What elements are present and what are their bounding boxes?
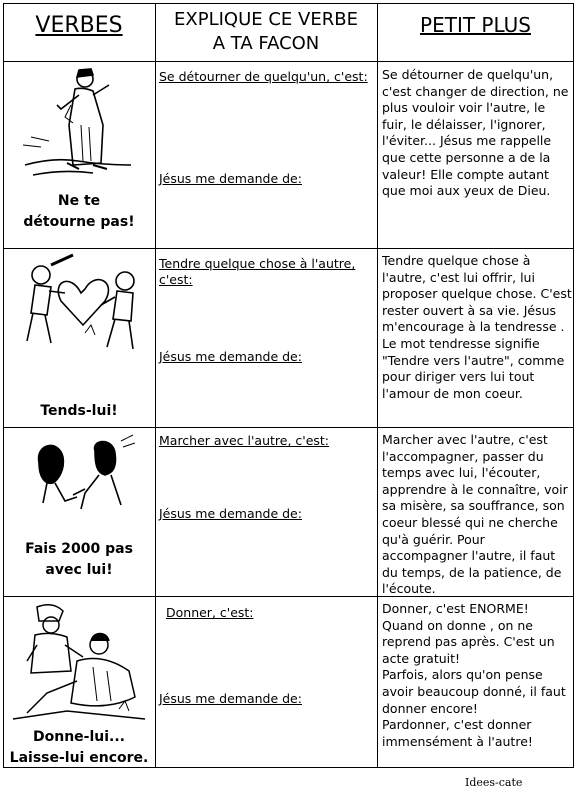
table-border-right	[573, 3, 574, 768]
plus-row1: Se détourner de quelqu'un, c'est changer de direction, ne plus vouloir voir l'autre, le fuir, le délaisser, l'ignorer, l'éviter... Jésus me rappelle que cette personne a de la valeur! Elle compte autant que moi aux yeux de Dieu.	[382, 67, 569, 199]
prompt-row2-definition: Tendre quelque chose à l'autre, c'est:	[159, 256, 356, 287]
header-explique-line2: A TA FACON	[212, 33, 320, 54]
footer-credit: Idees-cate	[465, 776, 523, 789]
column-divider	[377, 3, 378, 768]
row-divider	[3, 61, 574, 62]
prompt-row4	[166, 605, 382, 621]
header-explique	[155, 8, 377, 56]
prompt-row4-jesus: Jésus me demande de:	[159, 691, 302, 706]
plus-row4-paragraph: Donner, c'est ENORME! Quand on donne , on ne reprend pas après. C'est un acte gratuit!	[382, 601, 555, 666]
prompt-row3-definition: Marcher avec l'autre, c'est:	[159, 433, 330, 448]
prompt-row2	[159, 256, 375, 288]
illustration-offering-heart	[21, 253, 141, 353]
prompt-row3	[159, 433, 375, 449]
worksheet-table	[3, 3, 574, 768]
header-petit-plus: PETIT PLUS	[420, 13, 531, 37]
plus-row4	[382, 601, 572, 750]
verb-row2: Tends-lui!	[40, 403, 118, 419]
header-explique-line1: EXPLIQUE CE VERBE	[174, 9, 358, 30]
table-border-top	[3, 3, 574, 4]
prompt-row2-jesus: Jésus me demande de:	[159, 349, 302, 364]
prompt-row3-jesus: Jésus me demande de:	[159, 506, 302, 521]
prompt-row4-definition: Donner, c'est:	[166, 605, 254, 620]
plus-row4-paragraph: Pardonner, c'est donner immensément à l'autre!	[382, 717, 533, 749]
illustration-person-turning-away	[23, 65, 133, 185]
verb-row3: Fais 2000 pas avec lui!	[25, 541, 133, 578]
row-divider	[3, 427, 574, 428]
prompt-row1-definition: Se détourner de quelqu'un, c'est:	[159, 69, 368, 84]
plus-row4-paragraph: Parfois, alors qu'on pense avoir beaucoup donné, il faut donner encore!	[382, 667, 566, 716]
plus-row2: Tendre quelque chose à l'autre, c'est lui offrir, lui proposer quelque chose. C'est rester ouvert à sa vie. Jésus m'encourage à la tendresse . Le mot tendresse signifie "Tendre vers l'autre", comme pour diriger vers lui tout l'amour de mon coeur.	[382, 253, 572, 401]
row-divider	[3, 248, 574, 249]
verb-row1: Ne te détourne pas!	[23, 193, 135, 230]
verb-row4: Donne-lui... Laisse-lui encore.	[9, 729, 149, 766]
prompt-row1	[159, 69, 375, 85]
column-divider	[155, 3, 156, 768]
illustration-two-walkers	[25, 433, 135, 533]
table-border-left	[3, 3, 4, 768]
header-verbes: VERBES	[35, 13, 123, 38]
illustration-good-samaritan	[7, 601, 151, 725]
plus-row3: Marcher avec l'autre, c'est l'accompagner, passer du temps avec lui, l'écouter, apprendre à le connaître, voir sa misère, sa souffrance, son coeur blessé qui ne cherche qu'à guérir. Pour accompagner l'autre, il faut du temps, de la patience, de l'écoute.	[382, 432, 568, 597]
prompt-row1-jesus: Jésus me demande de:	[159, 171, 302, 186]
